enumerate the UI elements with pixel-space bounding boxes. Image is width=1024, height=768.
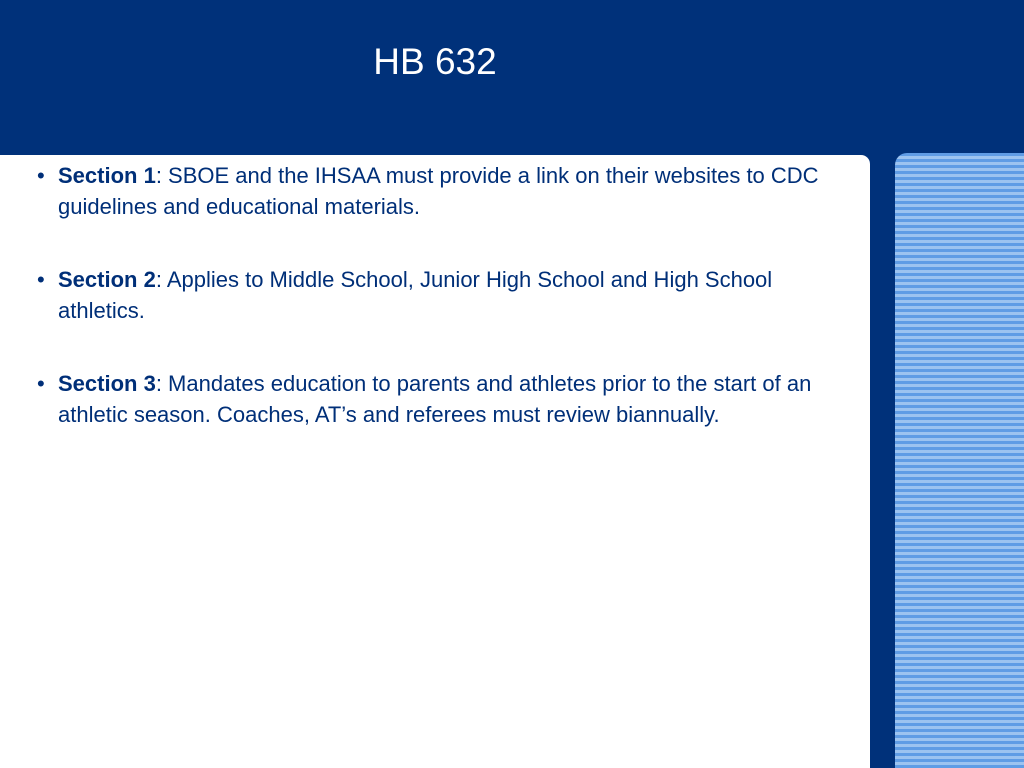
decorative-stripe-panel [895, 153, 1024, 768]
bullet-section-3 [34, 368, 834, 430]
section-1-heading: Section 1 [58, 163, 156, 188]
section-3-text: : Mandates education to parents and athletes prior to the start of an athletic season. Coaches, AT’s and referees must review biannually. [58, 371, 812, 427]
bullet-dot-icon: • [37, 267, 45, 292]
section-1-text: : SBOE and the IHSAA must provide a link on their websites to CDC guidelines and educational materials. [58, 163, 819, 219]
section-2-text: : Applies to Middle School, Junior High School and High School athletics. [58, 267, 773, 323]
bullet-list [34, 160, 834, 472]
section-3-heading: Section 3 [58, 371, 156, 396]
bullet-dot-icon: • [37, 371, 45, 396]
slide-title: HB 632 [373, 41, 497, 82]
bullet-section-2 [34, 264, 834, 326]
bullet-section-1 [34, 160, 834, 222]
section-2-heading: Section 2 [58, 267, 156, 292]
bullet-dot-icon: • [37, 163, 45, 188]
